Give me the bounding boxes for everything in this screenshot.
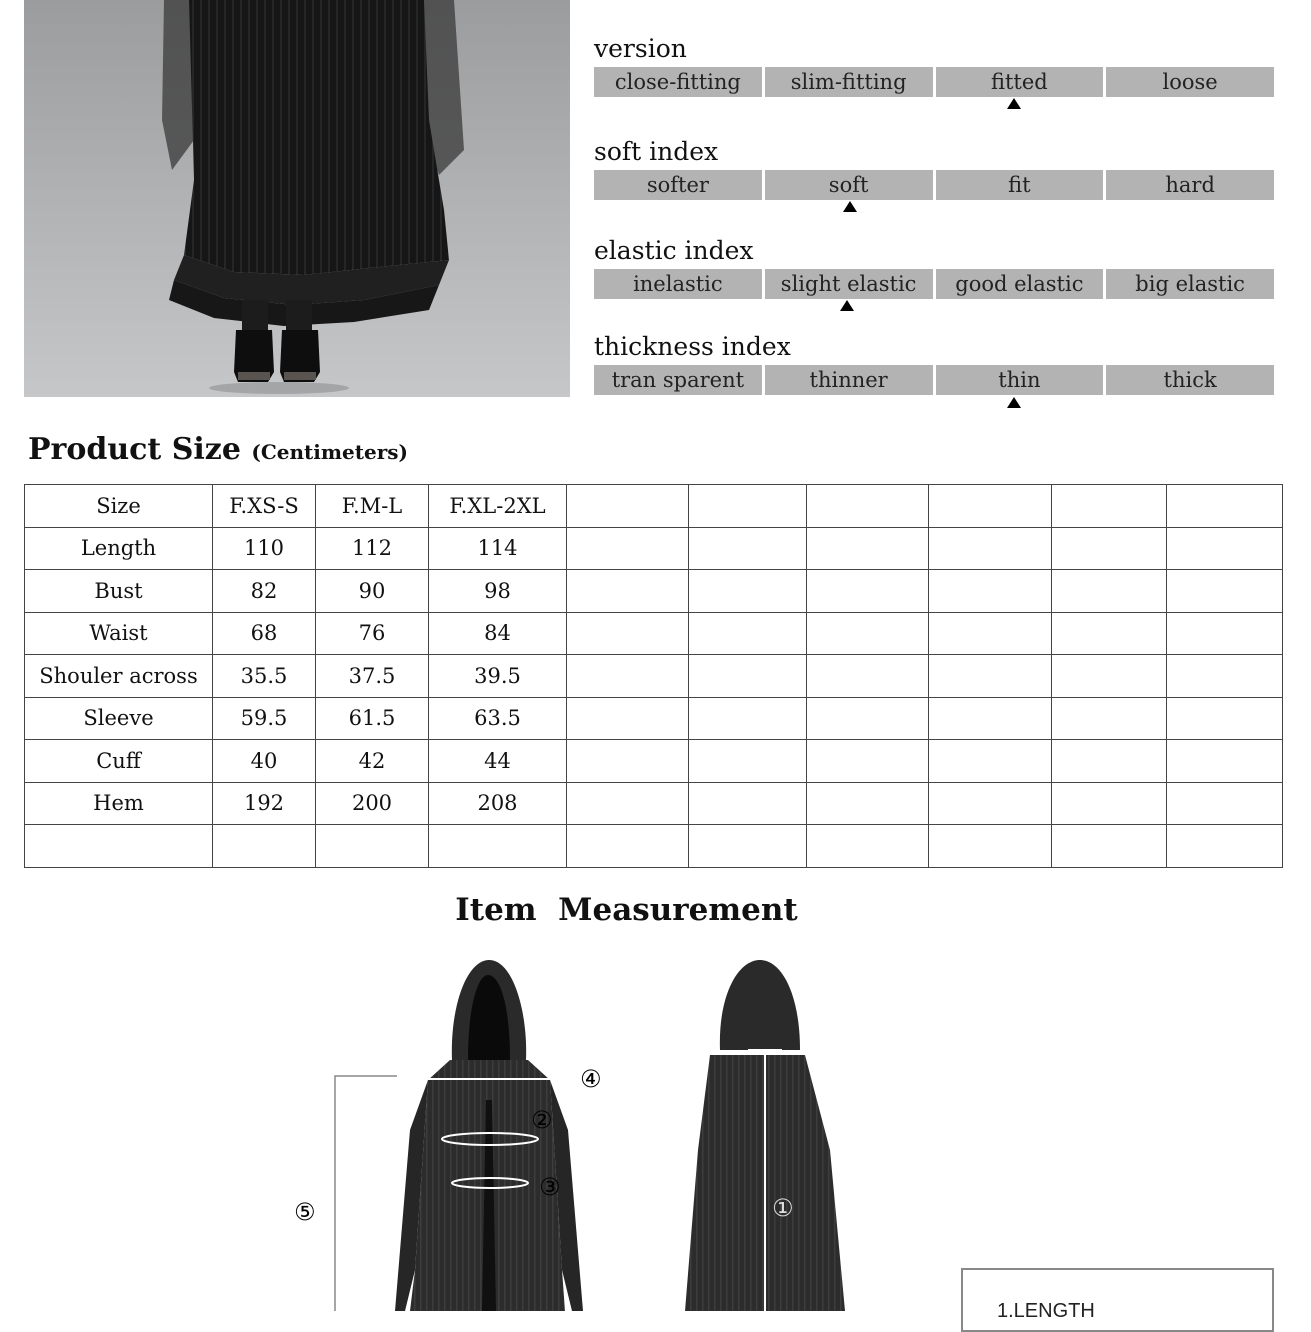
empty-cell [429, 825, 567, 868]
table-cell: 61.5 [316, 697, 429, 740]
empty-cell [689, 612, 807, 655]
empty-cell [1167, 612, 1283, 655]
empty-cell [929, 527, 1052, 570]
measurement-diagram [294, 930, 960, 1311]
row-label: Cuff [25, 740, 213, 783]
soft-option: hard [1106, 170, 1274, 200]
thickness-selected-marker [1007, 397, 1021, 408]
empty-cell [1052, 570, 1167, 613]
table-row [25, 655, 1283, 698]
soft-option: soft [765, 170, 933, 200]
thickness-option: thin [936, 365, 1104, 395]
thickness-option: thinner [765, 365, 933, 395]
table-header-cell: F.XL-2XL [429, 485, 567, 528]
marker-3: ③ [539, 1173, 561, 1201]
empty-cell [689, 740, 807, 783]
thickness-option: thick [1106, 365, 1274, 395]
elastic-selected-marker [840, 300, 854, 311]
table-empty-row [25, 825, 1283, 868]
table-cell: 208 [429, 782, 567, 825]
empty-cell [807, 485, 929, 528]
thickness-index-scale [594, 365, 1274, 395]
size-table [24, 484, 1283, 868]
front-coat [335, 960, 583, 1311]
empty-cell [1052, 825, 1167, 868]
coat-diagram [294, 930, 960, 1311]
version-index-scale [594, 67, 1274, 97]
table-cell: 59.5 [213, 697, 316, 740]
empty-cell [567, 740, 689, 783]
empty-cell [689, 782, 807, 825]
version-option: close-fitting [594, 67, 762, 97]
empty-cell [1167, 782, 1283, 825]
empty-cell [567, 782, 689, 825]
empty-cell [807, 655, 929, 698]
table-cell: 68 [213, 612, 316, 655]
table-cell: 39.5 [429, 655, 567, 698]
empty-cell [1167, 485, 1283, 528]
empty-cell [929, 570, 1052, 613]
table-cell: 110 [213, 527, 316, 570]
version-option: loose [1106, 67, 1274, 97]
empty-cell [807, 612, 929, 655]
measurement-legend [961, 1268, 1274, 1332]
empty-cell [1052, 740, 1167, 783]
elastic-option: slight elastic [765, 269, 933, 299]
legend-item-length: 1.LENGTH [997, 1300, 1095, 1322]
empty-cell [807, 527, 929, 570]
elastic-index-scale [594, 269, 1274, 299]
elastic-option: inelastic [594, 269, 762, 299]
empty-cell [929, 485, 1052, 528]
empty-cell [929, 612, 1052, 655]
product-size-heading [28, 432, 408, 467]
table-header-cell: F.M-L [316, 485, 429, 528]
empty-cell [567, 485, 689, 528]
soft-option: fit [936, 170, 1104, 200]
soft-option: softer [594, 170, 762, 200]
soft-index [594, 138, 1274, 200]
version-selected-marker [1007, 98, 1021, 109]
table-cell: 192 [213, 782, 316, 825]
empty-cell [807, 570, 929, 613]
empty-cell [567, 697, 689, 740]
table-cell: 37.5 [316, 655, 429, 698]
model-figure [24, 0, 570, 397]
thickness-index [594, 333, 1274, 395]
empty-cell [1052, 485, 1167, 528]
table-header-row [25, 485, 1283, 528]
empty-cell [316, 825, 429, 868]
empty-cell [1167, 740, 1283, 783]
table-header-cell: F.XS-S [213, 485, 316, 528]
table-row [25, 740, 1283, 783]
empty-cell [1167, 527, 1283, 570]
item-measurement-title: Item Measurement [455, 892, 798, 928]
product-photo [24, 0, 570, 397]
empty-cell [25, 825, 213, 868]
empty-cell [929, 655, 1052, 698]
row-label: Waist [25, 612, 213, 655]
table-cell: 76 [316, 612, 429, 655]
row-label: Bust [25, 570, 213, 613]
row-label: Shouler across [25, 655, 213, 698]
table-cell: 90 [316, 570, 429, 613]
empty-cell [1052, 527, 1167, 570]
empty-cell [929, 825, 1052, 868]
elastic-index [594, 237, 1274, 299]
table-cell: 200 [316, 782, 429, 825]
table-row [25, 570, 1283, 613]
table-cell: 44 [429, 740, 567, 783]
table-row [25, 697, 1283, 740]
empty-cell [567, 612, 689, 655]
table-row [25, 612, 1283, 655]
version-option: slim-fitting [765, 67, 933, 97]
empty-cell [213, 825, 316, 868]
empty-cell [567, 655, 689, 698]
empty-cell [1052, 697, 1167, 740]
empty-cell [929, 740, 1052, 783]
empty-cell [807, 740, 929, 783]
table-cell: 42 [316, 740, 429, 783]
soft-index-title: soft index [594, 137, 719, 166]
empty-cell [689, 570, 807, 613]
empty-cell [807, 825, 929, 868]
empty-cell [567, 527, 689, 570]
empty-cell [567, 570, 689, 613]
empty-cell [1167, 570, 1283, 613]
empty-cell [1052, 782, 1167, 825]
elastic-option: good elastic [936, 269, 1104, 299]
marker-4: ④ [580, 1065, 602, 1093]
soft-index-scale [594, 170, 1274, 200]
table-cell: 114 [429, 527, 567, 570]
table-cell: 35.5 [213, 655, 316, 698]
table-cell: 98 [429, 570, 567, 613]
empty-cell [689, 485, 807, 528]
empty-cell [1167, 655, 1283, 698]
table-row [25, 527, 1283, 570]
row-label: Sleeve [25, 697, 213, 740]
product-size-unit: (Centimeters) [251, 440, 408, 464]
empty-cell [689, 527, 807, 570]
table-cell: 112 [316, 527, 429, 570]
table-row [25, 782, 1283, 825]
empty-cell [1052, 612, 1167, 655]
empty-cell [807, 782, 929, 825]
elastic-index-title: elastic index [594, 236, 754, 265]
table-cell: 63.5 [429, 697, 567, 740]
row-label: Length [25, 527, 213, 570]
thickness-option: tran sparent [594, 365, 762, 395]
product-size-title: Product Size [28, 432, 241, 467]
thickness-index-title: thickness index [594, 332, 791, 361]
marker-1: ① [772, 1194, 794, 1222]
empty-cell [689, 697, 807, 740]
empty-cell [807, 697, 929, 740]
version-index-title: version [594, 34, 687, 63]
elastic-option: big elastic [1106, 269, 1274, 299]
empty-cell [929, 697, 1052, 740]
empty-cell [1167, 825, 1283, 868]
version-index [594, 35, 1274, 97]
marker-5: ⑤ [294, 1198, 316, 1226]
table-cell: 84 [429, 612, 567, 655]
table-cell: 82 [213, 570, 316, 613]
empty-cell [929, 782, 1052, 825]
marker-2: ② [531, 1106, 553, 1134]
table-header-cell: Size [25, 485, 213, 528]
empty-cell [1167, 697, 1283, 740]
row-label: Hem [25, 782, 213, 825]
empty-cell [689, 825, 807, 868]
soft-selected-marker [843, 201, 857, 212]
back-coat [685, 960, 845, 1311]
empty-cell [1052, 655, 1167, 698]
version-option: fitted [936, 67, 1104, 97]
table-cell: 40 [213, 740, 316, 783]
empty-cell [689, 655, 807, 698]
empty-cell [567, 825, 689, 868]
